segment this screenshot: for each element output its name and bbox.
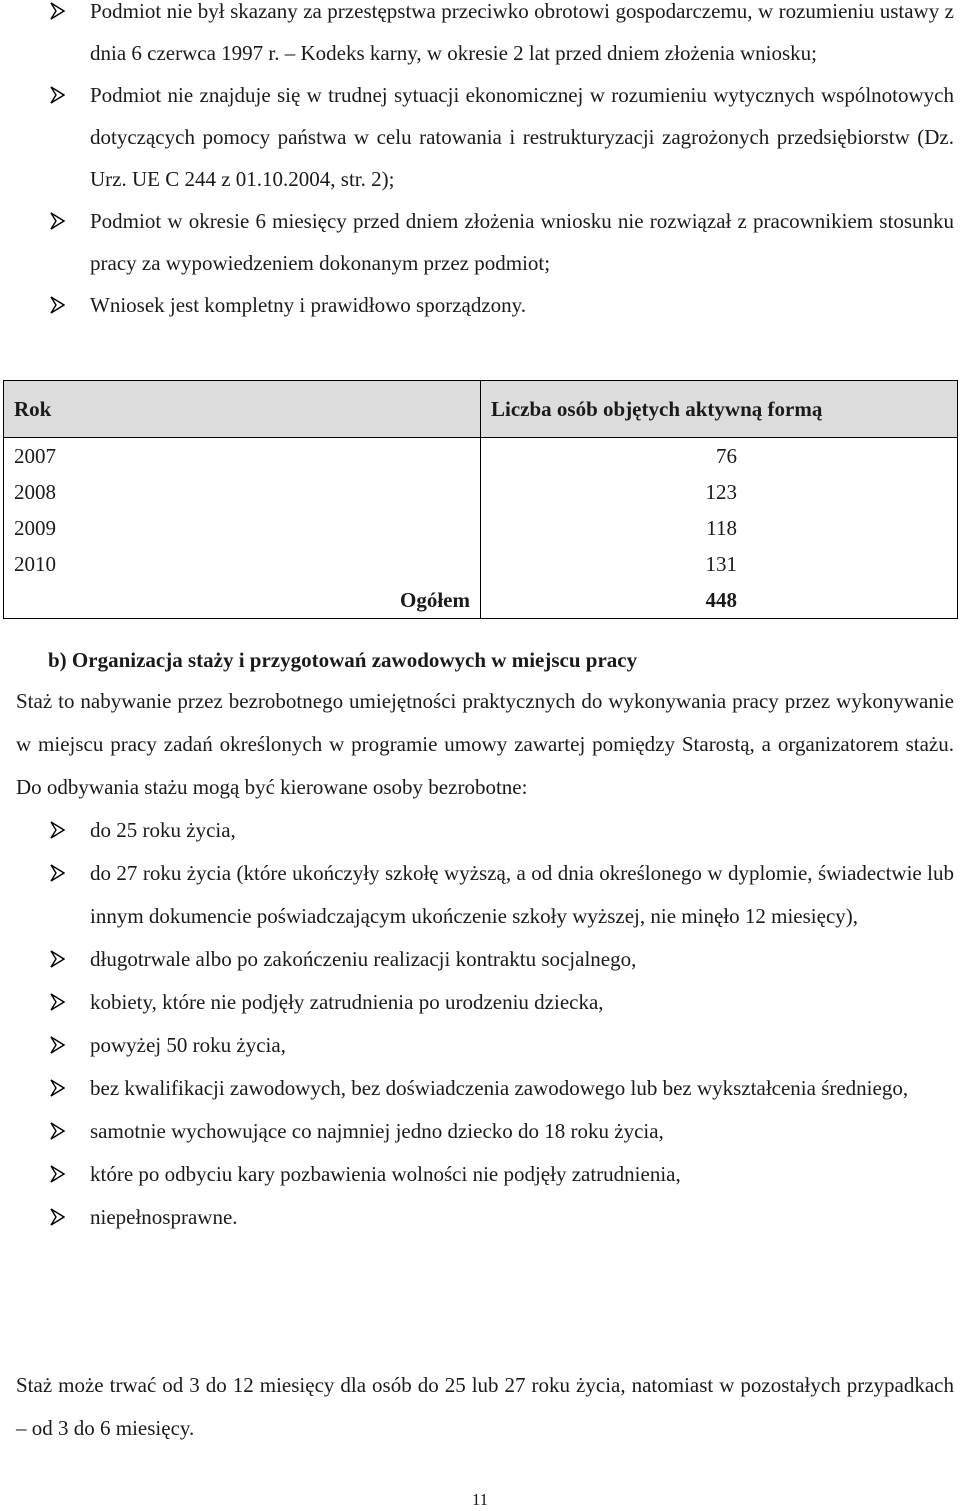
list-item-text: do 25 roku życia, — [90, 818, 236, 842]
list-item — [0, 1110, 960, 1153]
arrowhead-bullet-icon — [50, 993, 65, 1011]
list-item — [0, 1196, 960, 1239]
arrowhead-bullet-icon — [50, 1036, 65, 1054]
list-item — [0, 981, 960, 1024]
list-item — [0, 852, 960, 938]
arrowhead-bullet-icon — [50, 1122, 65, 1140]
section-b-body — [0, 680, 960, 1239]
arrowhead-bullet-icon — [50, 1165, 65, 1183]
criteria-list — [0, 0, 960, 326]
list-item-text: samotnie wychowujące co najmniej jedno dziecko do 18 roku życia, — [90, 1119, 664, 1143]
list-item-text: bez kwalifikacji zawodowych, bez doświadczenia zawodowego lub bez wykształcenia średniego, — [90, 1076, 909, 1100]
arrowhead-bullet-icon — [50, 212, 65, 230]
cell-total-label: Ogółem — [4, 582, 481, 619]
cell-count: 76 — [481, 438, 958, 475]
list-item — [0, 200, 960, 284]
list-item-text: niepełnosprawne. — [90, 1205, 238, 1229]
page-number: 11 — [471, 1490, 489, 1509]
arrowhead-bullet-icon — [50, 864, 65, 882]
cell-total-value: 448 — [481, 582, 958, 619]
cell-count: 131 — [481, 546, 958, 582]
list-item — [0, 809, 960, 852]
table-row — [4, 546, 958, 582]
list-item-text: Podmiot nie był skazany za przestępstwa przeciwko obrotowi gospodarczemu, w rozumieniu ustawy z dnia 6 czerwca 1997 r. – Kodeks karny, w okresie 2 lat przed dniem złożenia wniosku; — [90, 0, 954, 65]
list-item — [0, 284, 960, 326]
column-header-count: Liczba osób objętych aktywną formą — [481, 381, 958, 438]
arrowhead-bullet-icon — [50, 821, 65, 839]
list-item — [0, 938, 960, 981]
list-item-text: Podmiot w okresie 6 miesięcy przed dniem złożenia wniosku nie rozwiązał z pracownikiem stosunku pracy za wypowiedzeniem dokonanym przez podmiot; — [90, 209, 954, 275]
cell-year: 2009 — [4, 510, 481, 546]
cell-count: 123 — [481, 474, 958, 510]
duration-section — [0, 1364, 960, 1450]
arrowhead-bullet-icon — [50, 86, 65, 104]
table-header-row — [4, 381, 958, 438]
list-item — [0, 1067, 960, 1110]
table-total-row — [4, 582, 958, 619]
section-b-intro: Staż to nabywanie przez bezrobotnego umiejętności praktycznych do wykonywania pracy przez wykonywanie w miejscu pracy zadań określonych w programie umowy zawartej pomiędzy Starostą, a organizatorem stażu. Do odbywania stażu mogą być kierowane osoby bezrobotne: — [16, 689, 954, 799]
duration-paragraph: Staż może trwać od 3 do 12 miesięcy dla osób do 25 lub 27 roku życia, natomiast w pozostałych przypadkach – od 3 do 6 miesięcy. — [16, 1373, 954, 1440]
column-header-year: Rok — [4, 381, 481, 438]
list-item — [0, 0, 960, 74]
list-item-text: które po odbyciu kary pozbawienia wolności nie podjęły zatrudnienia, — [90, 1162, 681, 1186]
table-row — [4, 474, 958, 510]
list-item-text: Podmiot nie znajduje się w trudnej sytuacji ekonomicznej w rozumieniu wytycznych wspólnotowych dotyczących pomocy państwa w celu ratowania i restrukturyzacji zagrożonych przedsiębiorstw (Dz. Urz. UE C 244 z 01.10.2004, str. 2); — [90, 83, 954, 191]
section-b-heading: b) Organizacja staży i przygotowań zawodowych w miejscu pracy — [48, 648, 638, 672]
participants-table — [3, 380, 958, 619]
cell-year: 2010 — [4, 546, 481, 582]
list-item-text: kobiety, które nie podjęły zatrudnienia po urodzeniu dziecka, — [90, 990, 604, 1014]
arrowhead-bullet-icon — [50, 1208, 65, 1226]
list-item-text: do 27 roku życia (które ukończyły szkołę wyższą, a od dnia określonego w dyplomie, świadectwie lub innym dokumencie poświadczającym ukończenie szkoły wyższej, nie minęło 12 miesięcy), — [90, 861, 954, 928]
arrowhead-bullet-icon — [50, 2, 65, 20]
list-item-text: długotrwale albo po zakończeniu realizacji kontraktu socjalnego, — [90, 947, 637, 971]
table-row — [4, 438, 958, 475]
list-item-text: Wniosek jest kompletny i prawidłowo sporządzony. — [90, 293, 527, 317]
arrowhead-bullet-icon — [50, 950, 65, 968]
arrowhead-bullet-icon — [50, 296, 65, 314]
cell-year: 2008 — [4, 474, 481, 510]
list-item — [0, 1153, 960, 1196]
list-item — [0, 74, 960, 200]
arrowhead-bullet-icon — [50, 1079, 65, 1097]
list-item-text: powyżej 50 roku życia, — [90, 1033, 286, 1057]
cell-year: 2007 — [4, 438, 481, 475]
cell-count: 118 — [481, 510, 958, 546]
table-row — [4, 510, 958, 546]
list-item — [0, 1024, 960, 1067]
eligible-persons-list — [0, 809, 960, 1239]
